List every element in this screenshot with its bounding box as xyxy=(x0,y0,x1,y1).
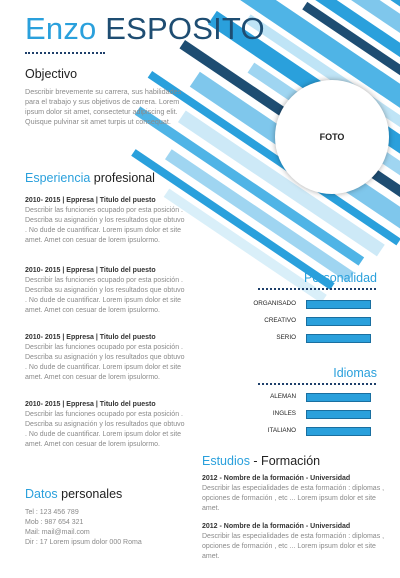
candidate-name xyxy=(25,11,265,47)
job-description: Describir las funciones ocupado por esta posición . Describa su asignación y los resultados que obtuvo . No dude de cuantificar. Lorem ipsum dolor et site amet. Amet con cesuar de lorem ipsulormo. xyxy=(25,411,185,448)
job-entry xyxy=(25,333,185,383)
email-text: Mail: mail@mail.com xyxy=(25,529,90,536)
contact-details xyxy=(25,508,195,548)
education-item-description: Describir las especialidades de esta formación : diplomas , opciones de formación , etc ... Lorem ipsum dolor et site amet. xyxy=(202,485,385,512)
education-title xyxy=(202,454,320,469)
experience-title-b: profesional xyxy=(90,171,155,185)
education-entry xyxy=(202,474,392,514)
education-item-description: Describir las especialidades de esta formación : diplomas , opciones de formación , etc ... Lorem ipsum dolor et site amet. xyxy=(202,533,385,560)
skill-bar xyxy=(306,300,371,309)
job-description: Describir las funciones ocupado por esta posición . Describa su asignación y los resultados que obtuvo . No dude de cuantificar. Lorem ipsum dolor et site amet. Amet con cesuar de lorem ipsulormo. xyxy=(25,207,185,244)
first-name: Enzo xyxy=(25,11,97,46)
language-bar xyxy=(306,427,371,436)
personal-title-b: personales xyxy=(57,487,123,501)
personal-title-a: Datos xyxy=(25,487,58,501)
job-entry xyxy=(25,266,185,316)
address-text: Dir : 17 Lorem ipsum dolor 000 Roma xyxy=(25,539,142,546)
job-description: Describir las funciones ocupado por esta posición . Describa su asignación y los resultados que obtuvo . No dude de cuantificar. Lorem ipsum dolor et site amet. Amet con cesuar de lorem ipsulormo. xyxy=(25,344,185,381)
skill-bar xyxy=(306,317,371,326)
education-title-b: - Formación xyxy=(249,454,321,468)
education-item-title: 2012 - Nombre de la formación - Universidad xyxy=(202,523,351,530)
job-title: 2010- 2015 | Eppresa | Titulo del puesto xyxy=(25,267,156,274)
skill-label: CREATIVO xyxy=(264,317,296,324)
personal-title xyxy=(25,487,122,502)
job-entry xyxy=(25,400,185,450)
skill-label: SERIO xyxy=(276,334,296,341)
skill-row xyxy=(230,316,390,328)
job-title: 2010- 2015 | Eppresa | Titulo del puesto xyxy=(25,334,156,341)
experience-title-a: Esperiencia xyxy=(25,171,91,185)
language-bar xyxy=(306,393,371,402)
language-label: INGLES xyxy=(272,410,296,417)
languages-divider xyxy=(258,383,376,385)
last-name: ESPOSITO xyxy=(105,11,265,46)
job-entry xyxy=(25,196,185,246)
photo-placeholder xyxy=(275,80,389,194)
objective-text: Describir brevemente su carrera, sus habilidades para el trabajo y sus objetivos de carrera. Lorem ipsum dolor sit amet, consectetur adipiscing elit. Quisque pulvinar sit amet turpis ut consequat. xyxy=(25,87,182,126)
education-entry xyxy=(202,522,392,562)
language-row xyxy=(230,426,390,438)
skill-bar xyxy=(306,334,371,343)
photo-label: FOTO xyxy=(319,132,345,142)
personality-divider xyxy=(258,288,376,290)
name-divider xyxy=(25,52,105,54)
personality-title: Personalidad xyxy=(304,271,377,285)
language-bar xyxy=(306,410,371,419)
phone-text: Tel : 123 456 789 xyxy=(25,509,79,516)
language-row xyxy=(230,392,390,404)
job-title: 2010- 2015 | Eppresa | Titulo del puesto xyxy=(25,401,156,408)
language-row xyxy=(230,409,390,421)
objective-title: Objectivo xyxy=(25,67,78,81)
language-label: ALEMAN xyxy=(270,393,296,400)
skill-row xyxy=(230,333,390,345)
job-description: Describir las funciones ocupado por esta posición . Describa su asignación y los resultados que obtuvo . No dude de cuantificar. Lorem ipsum dolor et site amet. Amet con cesuar de lorem ipsulormo. xyxy=(25,277,185,314)
mobile-text: Mob : 987 654 321 xyxy=(25,519,84,526)
languages-title: Idiomas xyxy=(333,366,377,380)
skill-label: ORGANISADO xyxy=(253,300,296,307)
education-item-title: 2012 - Nombre de la formación - Universidad xyxy=(202,475,351,482)
education-title-a: Estudios xyxy=(202,454,250,468)
job-title: 2010- 2015 | Eppresa | Titulo del puesto xyxy=(25,197,156,204)
skill-row xyxy=(230,299,390,311)
language-label: ITALIANO xyxy=(267,427,296,434)
experience-title xyxy=(25,171,155,186)
